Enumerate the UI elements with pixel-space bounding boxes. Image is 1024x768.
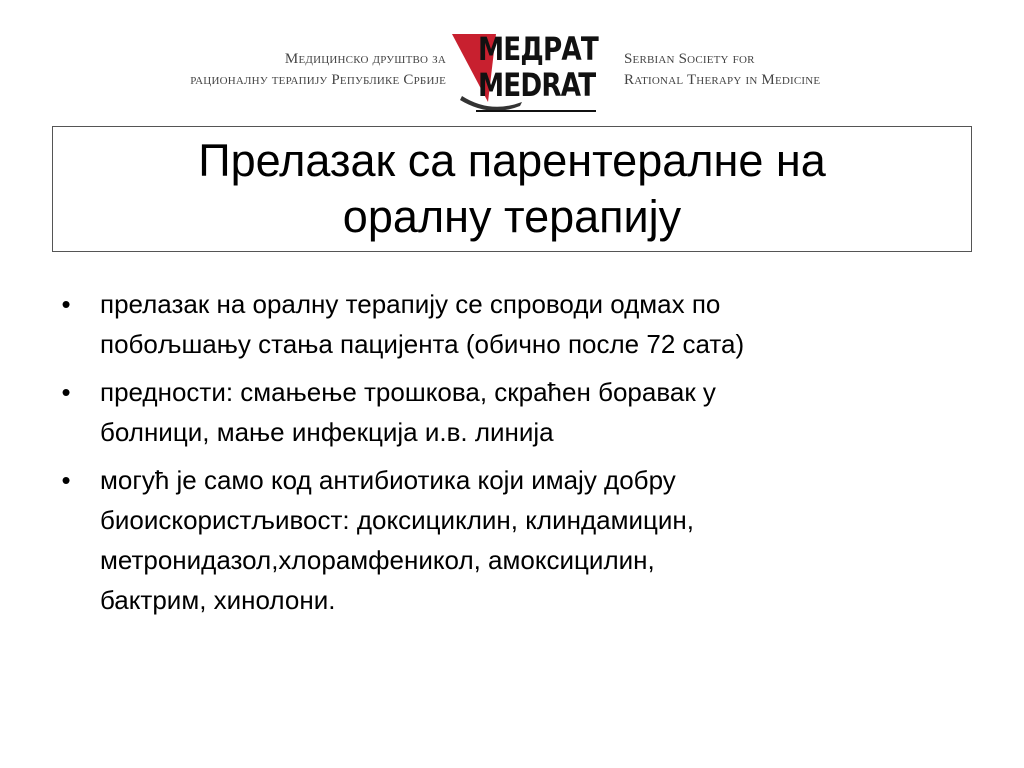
slide-header bbox=[0, 0, 1024, 120]
slide-title bbox=[198, 133, 826, 245]
slide-title-line-1: Прелазак са парентералне на bbox=[198, 135, 826, 186]
bullet-item bbox=[56, 284, 976, 364]
org-name-english-line-1: Serbian Society for bbox=[624, 51, 755, 67]
org-name-serbian-line-2: рационалну терапију Републике Србије bbox=[190, 72, 446, 88]
slide-title-line-2: оралну терапију bbox=[342, 191, 682, 242]
bullet-text-line: могућ је само код антибиотика који имају добру bbox=[100, 465, 676, 495]
bullet-text-line: биоискористљивост: доксициклин, клиндамицин, bbox=[100, 505, 694, 535]
bullet-text-line: побољшању стања пацијента (обично после 72 сата) bbox=[100, 329, 745, 359]
logo-text-cyrillic: МЕДРАТ bbox=[478, 30, 598, 68]
org-name-english bbox=[624, 49, 820, 91]
org-name-serbian-line-1: Медицинско друштво за bbox=[284, 51, 446, 67]
bullet-list bbox=[56, 284, 976, 628]
logo-text-latin: MEDRAT bbox=[478, 66, 596, 104]
bullet-item bbox=[56, 372, 976, 452]
bullet-item bbox=[56, 460, 976, 620]
org-name-english-line-2: Rational Therapy in Medicine bbox=[624, 72, 821, 88]
bullet-text-line: метронидазол,хлорамфеникол, амоксицилин, bbox=[100, 545, 655, 575]
medrat-logo bbox=[450, 32, 602, 114]
bullet-marker: • bbox=[61, 465, 71, 495]
bullet-text-line: прелазак на оралну терапију се спроводи одмах по bbox=[100, 289, 721, 319]
bullet-marker: • bbox=[61, 289, 71, 319]
org-name-serbian bbox=[190, 49, 446, 91]
bullet-text-line: предности: смањење трошкова, скраћен боравак у bbox=[100, 377, 716, 407]
bullet-text-line: бактрим, хинолони. bbox=[100, 585, 336, 615]
bullet-marker: • bbox=[61, 377, 71, 407]
bullet-text-line: болници, мање инфекција и.в. линија bbox=[100, 417, 554, 447]
slide-title-box bbox=[52, 126, 972, 252]
